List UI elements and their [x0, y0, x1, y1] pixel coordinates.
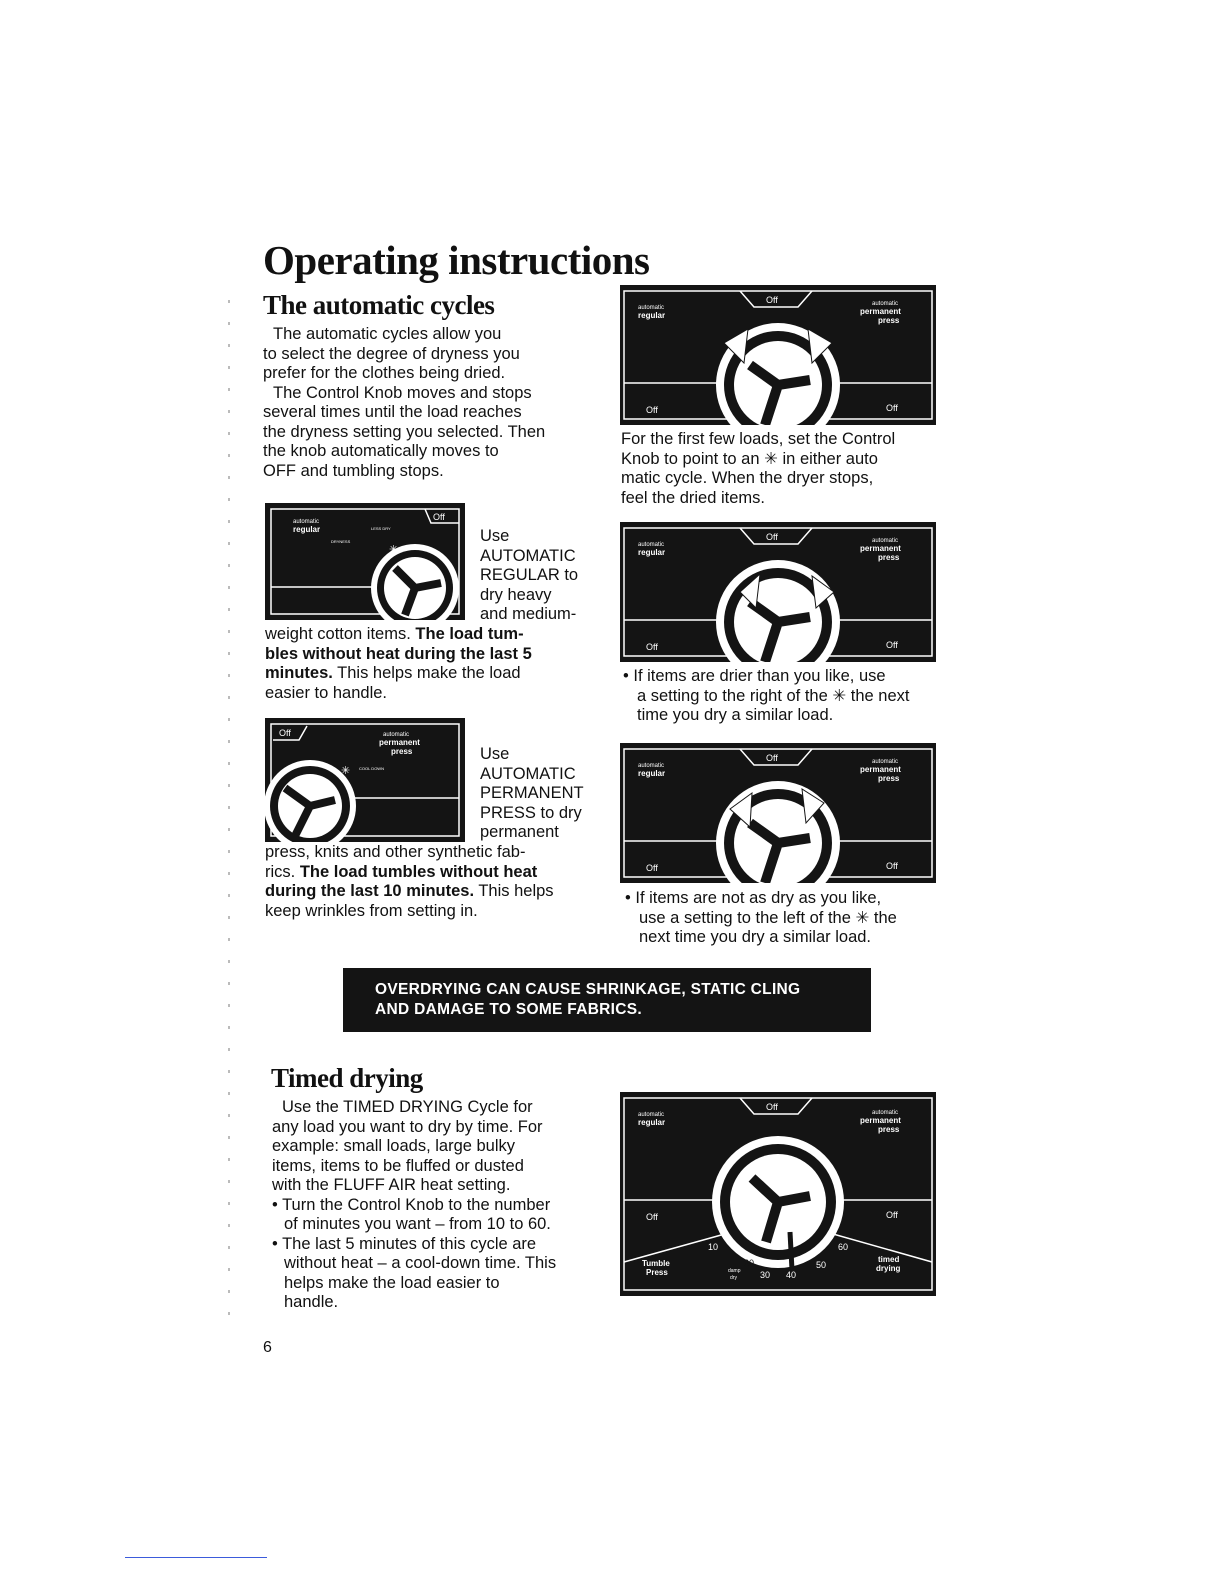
auto-regular-label: regular: [638, 769, 666, 778]
permanent-description: [265, 843, 605, 921]
off-label: Off: [646, 863, 658, 873]
text-line: helps make the load easier to: [284, 1273, 500, 1292]
auto-perm-label: press: [878, 774, 900, 783]
text-line: handle.: [284, 1293, 339, 1311]
text-line: feel the dried items.: [621, 488, 765, 507]
text-span: during the last 10 minutes.: [265, 882, 475, 900]
control-panel-right-illustration: [620, 522, 936, 662]
auto-regular-label: regular: [638, 548, 666, 557]
cool-down-label: COOL DOWN: [359, 766, 384, 771]
text-line: items, items to be fluffed or dusted: [272, 1156, 524, 1175]
text-line: of minutes you want – from 10 to 60.: [284, 1215, 551, 1233]
permanent-panel-illustration: [265, 718, 465, 842]
text-line: • The last 5 minutes of this cycle are: [272, 1234, 537, 1253]
auto-perm-label: automatic: [872, 538, 899, 544]
text-line: AUTOMATIC: [480, 546, 576, 565]
text-line: example: small loads, large bulky: [272, 1137, 516, 1155]
first-loads-text: [621, 430, 951, 508]
regular-side-text: [480, 527, 578, 625]
timed-drying-label: drying: [876, 1264, 901, 1273]
margin-marks: [228, 300, 230, 1330]
text-line: Knob to point to an ✳ in either auto: [621, 449, 878, 468]
auto-regular-label: automatic: [638, 305, 665, 311]
text-line: prefer for the clothes being dried.: [263, 364, 506, 382]
text-line: AUTOMATIC: [480, 764, 576, 783]
timed-drying-label: timed: [878, 1255, 900, 1264]
off-label: Off: [433, 512, 445, 522]
auto-perm-label: automatic: [872, 1110, 899, 1116]
text-span: weight cotton items.: [265, 625, 416, 643]
auto-regular-label: automatic: [293, 519, 320, 525]
text-span: rics.: [265, 862, 300, 881]
text-line: bles without heat during the last 5: [265, 644, 532, 663]
automatic-intro: [263, 325, 603, 481]
warning-line: OVERDRYING CAN CAUSE SHRINKAGE, STATIC CLING: [375, 981, 801, 998]
text-line: OFF and tumbling stops.: [263, 461, 444, 480]
text-line: without heat – a cool-down time. This: [284, 1254, 557, 1272]
dryness-label: DRYNESS: [331, 539, 351, 544]
auto-perm-label: automatic: [872, 759, 899, 765]
auto-perm-label: permanent: [379, 738, 420, 747]
auto-perm-label: permanent: [860, 765, 901, 774]
off-label: Off: [886, 640, 898, 650]
timed-drying-panel-illustration: [620, 1092, 936, 1296]
off-label: Off: [646, 642, 658, 652]
off-label: Off: [646, 405, 658, 415]
auto-perm-label: press: [878, 553, 900, 562]
asterisk-icon: ✳: [389, 543, 399, 556]
off-label: Off: [766, 295, 778, 305]
text-line: next time you dry a similar load.: [639, 928, 872, 946]
warning-line: AND DAMAGE TO SOME FABRICS.: [375, 1001, 643, 1018]
auto-perm-label: permanent: [860, 307, 901, 316]
drier-tip: [623, 667, 953, 726]
text-line: Use: [480, 745, 510, 763]
auto-regular-label: regular: [638, 1118, 666, 1127]
text-line: matic cycle. When the dryer stops,: [621, 469, 874, 487]
text-span: minutes.: [265, 664, 333, 682]
permanent-side-text: [480, 745, 584, 843]
text-line: keep wrinkles from setting in.: [265, 901, 478, 920]
tumble-press-label: Press: [646, 1268, 668, 1277]
off-label: Off: [886, 1210, 898, 1220]
auto-perm-label: press: [878, 316, 900, 325]
text-span: The load tum-: [415, 625, 524, 643]
asterisk-icon: ✳: [341, 764, 351, 777]
auto-regular-label: automatic: [638, 1112, 665, 1118]
off-label: Off: [766, 532, 778, 542]
minutes-20: 20: [744, 1258, 755, 1268]
auto-regular-label: automatic: [638, 542, 665, 548]
auto-regular-label: regular: [638, 311, 666, 320]
text-line: • If items are drier than you like, use: [623, 667, 886, 685]
regular-description: [265, 625, 605, 703]
overdrying-warning: [343, 968, 871, 1032]
text-line: The automatic cycles allow you: [273, 325, 502, 343]
off-label: Off: [766, 1102, 778, 1112]
text-line: • If items are not as dry as you like,: [625, 889, 882, 907]
text-line: permanent: [480, 823, 559, 841]
text-line: PRESS to dry: [480, 803, 582, 822]
auto-perm-label: permanent: [860, 1116, 901, 1125]
less-dry-label: LESS DRY: [371, 526, 391, 531]
control-panel-left-illustration: [620, 743, 936, 883]
text-line: PERMANENT: [480, 784, 584, 802]
text-line: to select the degree of dryness you: [263, 344, 520, 363]
text-line: and medium-: [480, 605, 577, 623]
auto-perm-label: permanent: [860, 544, 901, 553]
auto-regular-label: regular: [293, 525, 321, 534]
auto-perm-label: automatic: [872, 301, 899, 307]
minutes-60: 60: [838, 1242, 849, 1252]
page-title: Operating instructions: [263, 237, 650, 283]
minutes-40: 40: [786, 1270, 797, 1280]
not-dry-tip: [625, 889, 955, 948]
off-label: Off: [279, 728, 291, 738]
control-panel-star-illustration: [620, 285, 936, 425]
text-line: press, knits and other synthetic fab-: [265, 843, 526, 861]
auto-regular-label: automatic: [638, 763, 665, 769]
damp-dry-label: damp: [728, 1268, 741, 1274]
off-label: Off: [766, 753, 778, 763]
footer-rule: [125, 1557, 267, 1558]
text-span: This helps: [474, 882, 554, 900]
minutes-50: 50: [816, 1260, 827, 1270]
tumble-press-label: Tumble: [642, 1259, 670, 1268]
off-label: Off: [886, 403, 898, 413]
text-line: REGULAR to: [480, 566, 579, 584]
text-span: The load tumbles without heat: [299, 862, 538, 881]
text-line: the knob automatically moves to: [263, 442, 499, 460]
text-span: This helps make the load: [332, 664, 521, 682]
text-line: Use the TIMED DRYING Cycle for: [282, 1098, 533, 1116]
minutes-30: 30: [760, 1270, 771, 1280]
timed-drying-heading: Timed drying: [271, 1063, 423, 1093]
regular-panel-illustration: [265, 503, 465, 620]
text-line: For the first few loads, set the Control: [621, 430, 896, 448]
auto-perm-label: press: [878, 1125, 900, 1134]
text-line: The Control Knob moves and stops: [273, 383, 532, 402]
text-line: with the FLUFF AIR heat setting.: [272, 1176, 511, 1194]
off-label: Off: [886, 861, 898, 871]
text-line: the dryness setting you selected. Then: [263, 422, 546, 441]
text-line: dry heavy: [480, 585, 552, 604]
page-number: 6: [263, 1339, 272, 1356]
text-line: use a setting to the left of the ✳ the: [639, 908, 897, 927]
text-line: • Turn the Control Knob to the number: [272, 1195, 551, 1214]
timed-drying-text: [272, 1098, 612, 1313]
text-line: time you dry a similar load.: [637, 706, 834, 724]
text-line: any load you want to dry by time. For: [272, 1117, 543, 1136]
off-label: Off: [646, 1212, 658, 1222]
auto-perm-label: press: [391, 747, 413, 756]
text-line: Use: [480, 527, 510, 545]
automatic-cycles-heading: The automatic cycles: [263, 290, 495, 320]
text-line: easier to handle.: [265, 683, 388, 702]
text-line: a setting to the right of the ✳ the next: [637, 686, 910, 705]
auto-perm-label: automatic: [383, 732, 410, 738]
damp-dry-label: dry: [730, 1275, 737, 1281]
text-line: several times until the load reaches: [263, 403, 522, 421]
minutes-10: 10: [708, 1242, 719, 1252]
